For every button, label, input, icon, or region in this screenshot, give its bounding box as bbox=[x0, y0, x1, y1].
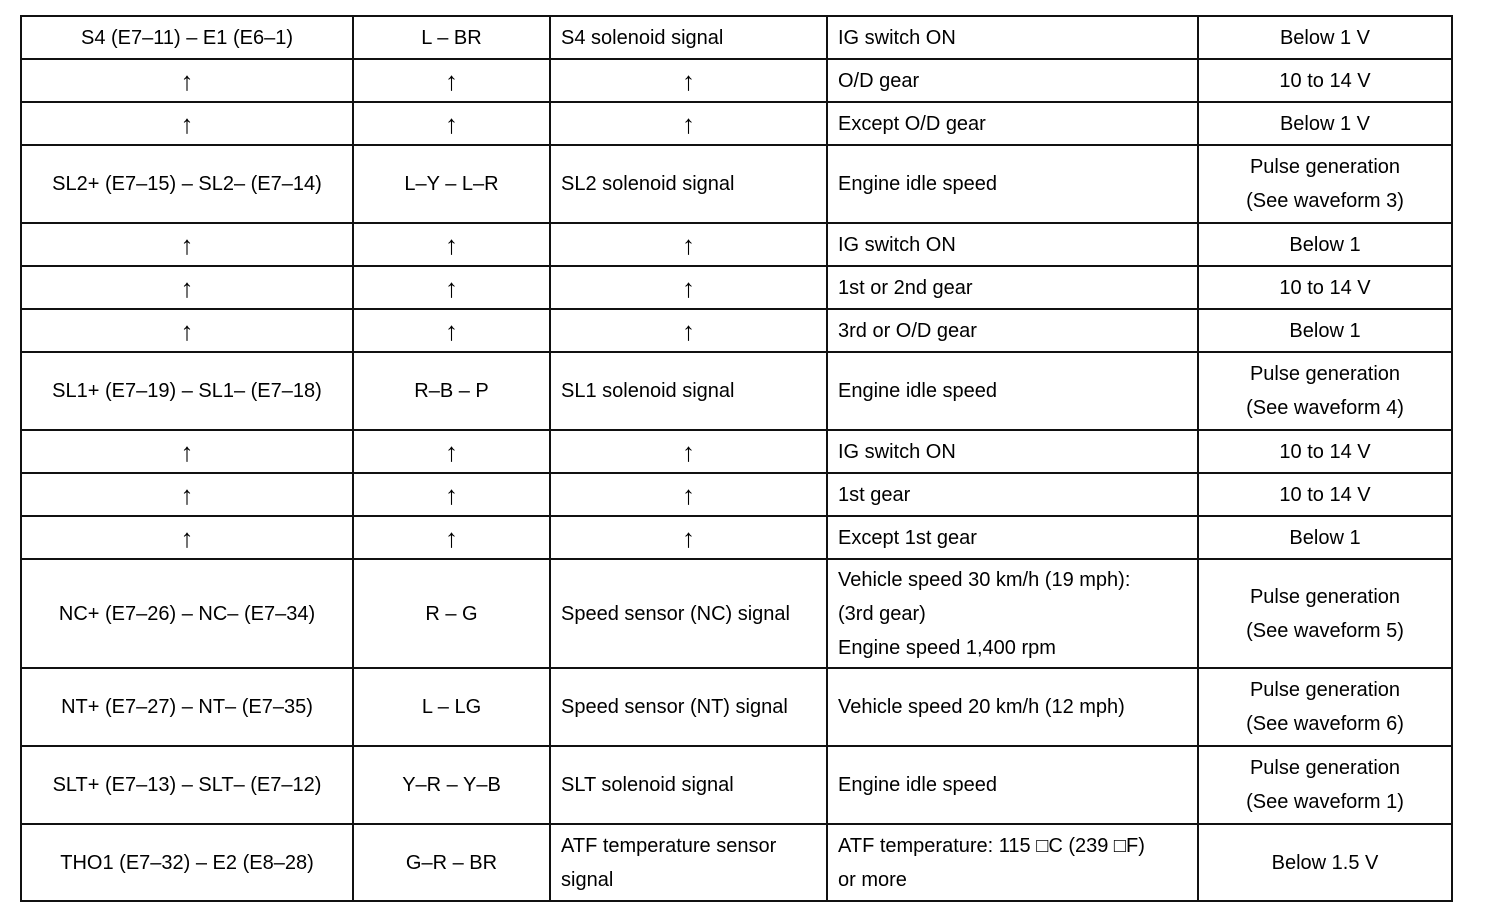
table-row bbox=[21, 223, 1452, 266]
table-row bbox=[21, 145, 1452, 223]
condition-cell-line: IG switch ON bbox=[838, 440, 956, 463]
table-row bbox=[21, 59, 1452, 102]
specified-condition-cell bbox=[1198, 16, 1452, 59]
input-output-signal-cell: ↑ bbox=[550, 266, 827, 309]
input-output-signal-cell: ATF temperature sensor signal bbox=[550, 824, 827, 901]
table-body bbox=[21, 16, 1452, 901]
condition-cell bbox=[827, 824, 1198, 901]
condition-cell bbox=[827, 352, 1198, 430]
specified-condition-cell bbox=[1198, 59, 1452, 102]
specified-condition-cell-line: 10 to 14 V bbox=[1279, 483, 1371, 506]
terminal-cell: S4 (E7–11) – E1 (E6–1) bbox=[21, 16, 353, 59]
condition-cell-line: 1st gear bbox=[838, 483, 911, 506]
condition-cell-line: 3rd or O/D gear bbox=[838, 319, 977, 342]
terminal-cell: NC+ (E7–26) – NC– (E7–34) bbox=[21, 559, 353, 668]
specified-condition-cell-line: Below 1 V bbox=[1279, 26, 1371, 49]
table-row bbox=[21, 266, 1452, 309]
condition-cell-line: Engine idle speed bbox=[838, 380, 998, 402]
terminal-cell: ↑ bbox=[21, 223, 353, 266]
table-row bbox=[21, 102, 1452, 145]
condition-cell-line: ATF temperature: 115 □C (239 □F) bbox=[838, 834, 1145, 857]
table-row bbox=[21, 746, 1452, 824]
wiring-color-cell: L – BR bbox=[353, 16, 550, 59]
condition-cell bbox=[827, 145, 1198, 223]
condition-cell-line: Engine speed 1,400 rpm bbox=[838, 636, 1056, 659]
terminal-cell: ↑ bbox=[21, 266, 353, 309]
wiring-color-cell: L–Y – L–R bbox=[353, 145, 550, 223]
condition-cell-line: IG switch ON bbox=[838, 26, 956, 49]
specified-condition-cell-line: Below 1.5 V bbox=[1271, 851, 1379, 874]
wiring-color-cell: ↑ bbox=[353, 102, 550, 145]
specified-condition-cell-line: Pulse generation bbox=[1249, 363, 1401, 385]
input-output-signal-cell: ↑ bbox=[550, 473, 827, 516]
specified-condition-cell bbox=[1198, 266, 1452, 309]
condition-cell bbox=[827, 102, 1198, 145]
input-output-signal-cell: SL2 solenoid signal bbox=[550, 145, 827, 223]
wiring-color-cell: G–R – BR bbox=[353, 824, 550, 901]
condition-cell-line: Vehicle speed 30 km/h (19 mph): bbox=[838, 568, 1131, 591]
input-output-signal-cell: Speed sensor (NT) signal bbox=[550, 668, 827, 746]
condition-cell bbox=[827, 223, 1198, 266]
condition-cell-line: O/D gear bbox=[838, 69, 920, 92]
specified-condition-cell-line: (See waveform 3) bbox=[1246, 190, 1404, 212]
specified-condition-cell-line: Below 1 bbox=[1289, 526, 1361, 549]
table-row bbox=[21, 473, 1452, 516]
terminal-cell: SLT+ (E7–13) – SLT– (E7–12) bbox=[21, 746, 353, 824]
specified-condition-cell-line: 10 to 14 V bbox=[1279, 440, 1371, 463]
input-output-signal-cell: ↑ bbox=[550, 309, 827, 352]
condition-cell-line: Except 1st gear bbox=[838, 526, 977, 549]
specified-condition-cell bbox=[1198, 145, 1452, 223]
terminal-cell: SL2+ (E7–15) – SL2– (E7–14) bbox=[21, 145, 353, 223]
table-row bbox=[21, 824, 1452, 901]
specified-condition-cell bbox=[1198, 559, 1452, 668]
specified-condition-cell-line: Pulse generation bbox=[1249, 757, 1401, 779]
terminal-cell: ↑ bbox=[21, 59, 353, 102]
table-row bbox=[21, 352, 1452, 430]
terminal-cell: ↑ bbox=[21, 516, 353, 559]
specified-condition-cell-line: Pulse generation bbox=[1249, 156, 1401, 178]
condition-cell bbox=[827, 266, 1198, 309]
terminal-cell: ↑ bbox=[21, 102, 353, 145]
condition-cell bbox=[827, 430, 1198, 473]
input-output-signal-cell: ↑ bbox=[550, 59, 827, 102]
specified-condition-cell bbox=[1198, 824, 1452, 901]
wiring-color-cell: R–B – P bbox=[353, 352, 550, 430]
wiring-color-cell: ↑ bbox=[353, 473, 550, 516]
input-output-signal-cell: SLT solenoid signal bbox=[550, 746, 827, 824]
specified-condition-cell-line: 10 to 14 V bbox=[1279, 69, 1371, 92]
input-output-signal-cell: ↑ bbox=[550, 516, 827, 559]
input-output-signal-cell: ↑ bbox=[550, 102, 827, 145]
table-row bbox=[21, 430, 1452, 473]
input-output-signal-cell: ↑ bbox=[550, 430, 827, 473]
table-row bbox=[21, 559, 1452, 668]
condition-cell bbox=[827, 668, 1198, 746]
condition-cell bbox=[827, 59, 1198, 102]
specified-condition-cell-line: 10 to 14 V bbox=[1279, 276, 1371, 299]
terminal-cell: ↑ bbox=[21, 309, 353, 352]
condition-cell-line: Engine idle speed bbox=[838, 173, 998, 195]
specified-condition-cell bbox=[1198, 668, 1452, 746]
condition-cell-line: Engine idle speed bbox=[838, 774, 998, 796]
table-row bbox=[21, 516, 1452, 559]
specified-condition-cell-line: Pulse generation bbox=[1249, 585, 1401, 608]
input-output-signal-cell: SL1 solenoid signal bbox=[550, 352, 827, 430]
wiring-color-cell: ↑ bbox=[353, 266, 550, 309]
specified-condition-cell bbox=[1198, 309, 1452, 352]
wiring-color-cell: ↑ bbox=[353, 59, 550, 102]
specified-condition-cell bbox=[1198, 102, 1452, 145]
wiring-color-cell: L – LG bbox=[353, 668, 550, 746]
specified-condition-cell-line: Below 1 V bbox=[1279, 112, 1371, 135]
condition-cell bbox=[827, 516, 1198, 559]
input-output-signal-cell: ↑ bbox=[550, 223, 827, 266]
wiring-color-cell: Y–R – Y–B bbox=[353, 746, 550, 824]
specified-condition-cell-line: (See waveform 5) bbox=[1246, 619, 1404, 642]
specified-condition-cell-line: Pulse generation bbox=[1249, 679, 1401, 701]
condition-cell bbox=[827, 559, 1198, 668]
table-row bbox=[21, 16, 1452, 59]
condition-cell-line: Vehicle speed 20 km/h (12 mph) bbox=[838, 696, 1125, 718]
terminal-cell: ↑ bbox=[21, 473, 353, 516]
condition-cell bbox=[827, 473, 1198, 516]
terminal-cell: THO1 (E7–32) – E2 (E8–28) bbox=[21, 824, 353, 901]
condition-cell-line: IG switch ON bbox=[838, 233, 956, 256]
wiring-color-cell: R – G bbox=[353, 559, 550, 668]
condition-cell-line: or more bbox=[838, 868, 907, 891]
condition-cell bbox=[827, 16, 1198, 59]
condition-cell bbox=[827, 309, 1198, 352]
terminal-cell: NT+ (E7–27) – NT– (E7–35) bbox=[21, 668, 353, 746]
wiring-color-cell: ↑ bbox=[353, 430, 550, 473]
specified-condition-cell-line: Below 1 bbox=[1289, 319, 1361, 342]
wiring-color-cell: ↑ bbox=[353, 309, 550, 352]
specified-condition-cell bbox=[1198, 223, 1452, 266]
input-output-signal-cell: Speed sensor (NC) signal bbox=[550, 559, 827, 668]
condition-cell-line: 1st or 2nd gear bbox=[838, 276, 973, 299]
specified-condition-cell-line: (See waveform 4) bbox=[1246, 397, 1404, 419]
specified-condition-cell bbox=[1198, 516, 1452, 559]
condition-cell bbox=[827, 746, 1198, 824]
wiring-color-cell: ↑ bbox=[353, 516, 550, 559]
terminal-cell: SL1+ (E7–19) – SL1– (E7–18) bbox=[21, 352, 353, 430]
table-row bbox=[21, 309, 1452, 352]
condition-cell-line: Except O/D gear bbox=[838, 112, 986, 135]
specified-condition-cell-line: (See waveform 6) bbox=[1246, 713, 1404, 735]
specified-condition-cell bbox=[1198, 473, 1452, 516]
specified-condition-cell bbox=[1198, 352, 1452, 430]
terminal-cell: ↑ bbox=[21, 430, 353, 473]
condition-cell-line: (3rd gear) bbox=[838, 602, 926, 625]
terminal-spec-table bbox=[20, 15, 1453, 902]
wiring-color-cell: ↑ bbox=[353, 223, 550, 266]
input-output-signal-cell: S4 solenoid signal bbox=[550, 16, 827, 59]
specified-condition-cell bbox=[1198, 746, 1452, 824]
table-row bbox=[21, 668, 1452, 746]
specified-condition-cell bbox=[1198, 430, 1452, 473]
specified-condition-cell-line: Below 1 bbox=[1289, 233, 1361, 256]
specified-condition-cell-line: (See waveform 1) bbox=[1246, 791, 1404, 813]
